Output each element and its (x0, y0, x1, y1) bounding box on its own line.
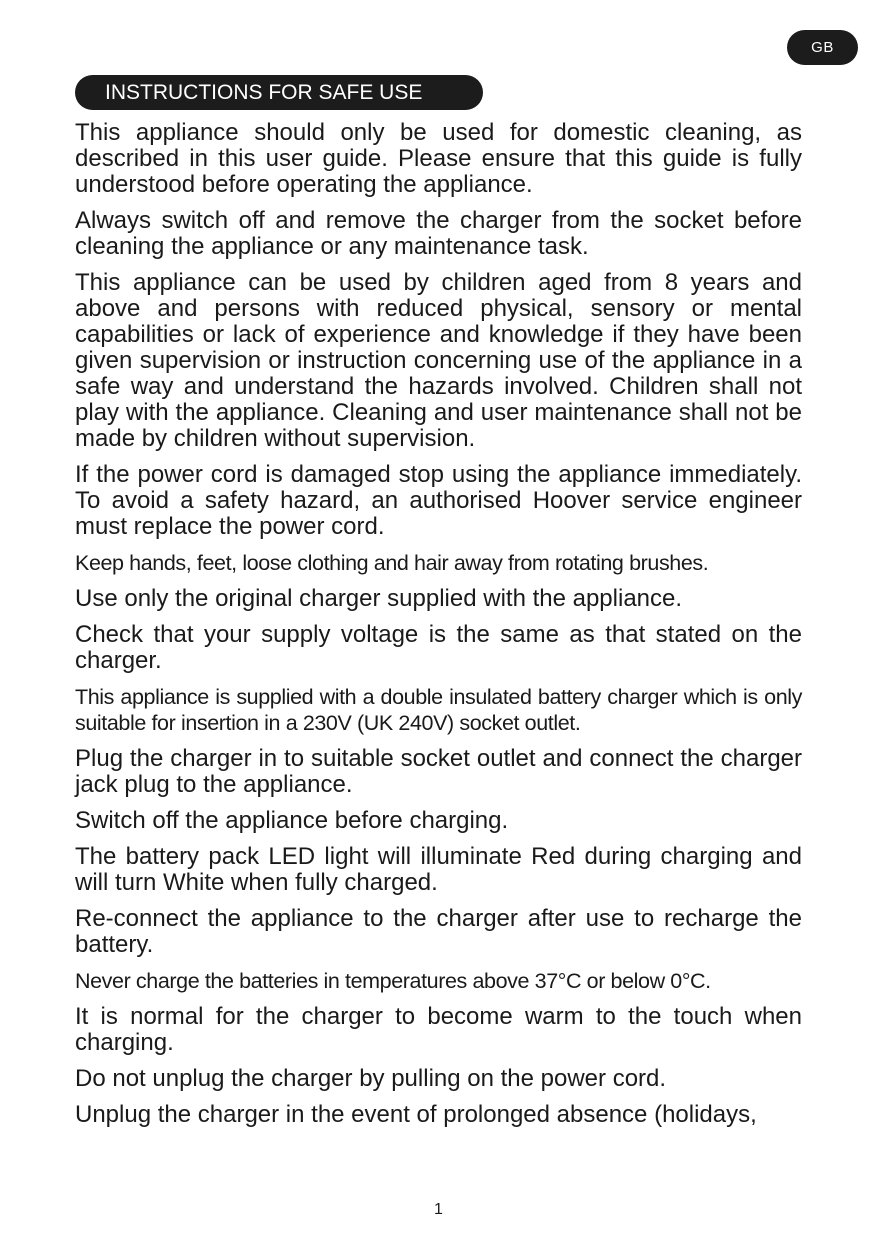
paragraph-prolonged-absence: Unplug the charger in the event of prolonged absence (holidays, (75, 1101, 757, 1128)
instructions-body (75, 120, 802, 1138)
paragraph-do-not-pull-cord: Do not unplug the charger by pulling on the power cord. (75, 1065, 667, 1092)
paragraph-double-insulated-charger: This appliance is supplied with a double insulated battery charger which is only suitable for insertion in a 230V (UK 240V) socket outlet. (75, 685, 802, 735)
page-number: 1 (434, 1201, 443, 1218)
paragraph-rotating-brushes: Keep hands, feet, loose clothing and hair away from rotating brushes. (75, 551, 709, 575)
paragraph-charging-temperature: Never charge the batteries in temperatures above 37°C or below 0°C. (75, 969, 711, 993)
paragraph-led-indicator: The battery pack LED light will illuminate Red during charging and will turn White when fully charged. (75, 843, 802, 896)
paragraph-plug-charger: Plug the charger in to suitable socket outlet and connect the charger jack plug to the appliance. (75, 745, 802, 798)
section-title: INSTRUCTIONS FOR SAFE USE (75, 75, 483, 110)
paragraph-original-charger: Use only the original charger supplied with the appliance. (75, 585, 683, 612)
paragraph-switch-off-before-cleaning: Always switch off and remove the charger from the socket before cleaning the appliance or any maintenance task. (75, 207, 802, 260)
paragraph-charger-warm: It is normal for the charger to become warm to the touch when charging. (75, 1003, 802, 1056)
language-badge: GB (787, 30, 858, 65)
paragraph-switch-off-before-charging: Switch off the appliance before charging. (75, 807, 509, 834)
paragraph-damaged-power-cord: If the power cord is damaged stop using the appliance immediately. To avoid a safety hazard, an authorised Hoover service engineer must replace the power cord. (75, 461, 802, 540)
paragraph-domestic-use: This appliance should only be used for domestic cleaning, as described in this user guide. Please ensure that this guide is fully understood before operating the appliance. (75, 119, 802, 198)
paragraph-reconnect-after-use: Re-connect the appliance to the charger after use to recharge the battery. (75, 905, 802, 958)
paragraph-supply-voltage: Check that your supply voltage is the same as that stated on the charger. (75, 621, 802, 674)
paragraph-children-supervision: This appliance can be used by children aged from 8 years and above and persons with reduced physical, sensory or mental capabilities or lack of experience and knowledge if they have been given supervision or instruction concerning use of the appliance in a safe way and understand the hazards involved. Children shall not play with the appliance. Cleaning and user maintenance shall not be made by children without supervision. (75, 269, 802, 452)
